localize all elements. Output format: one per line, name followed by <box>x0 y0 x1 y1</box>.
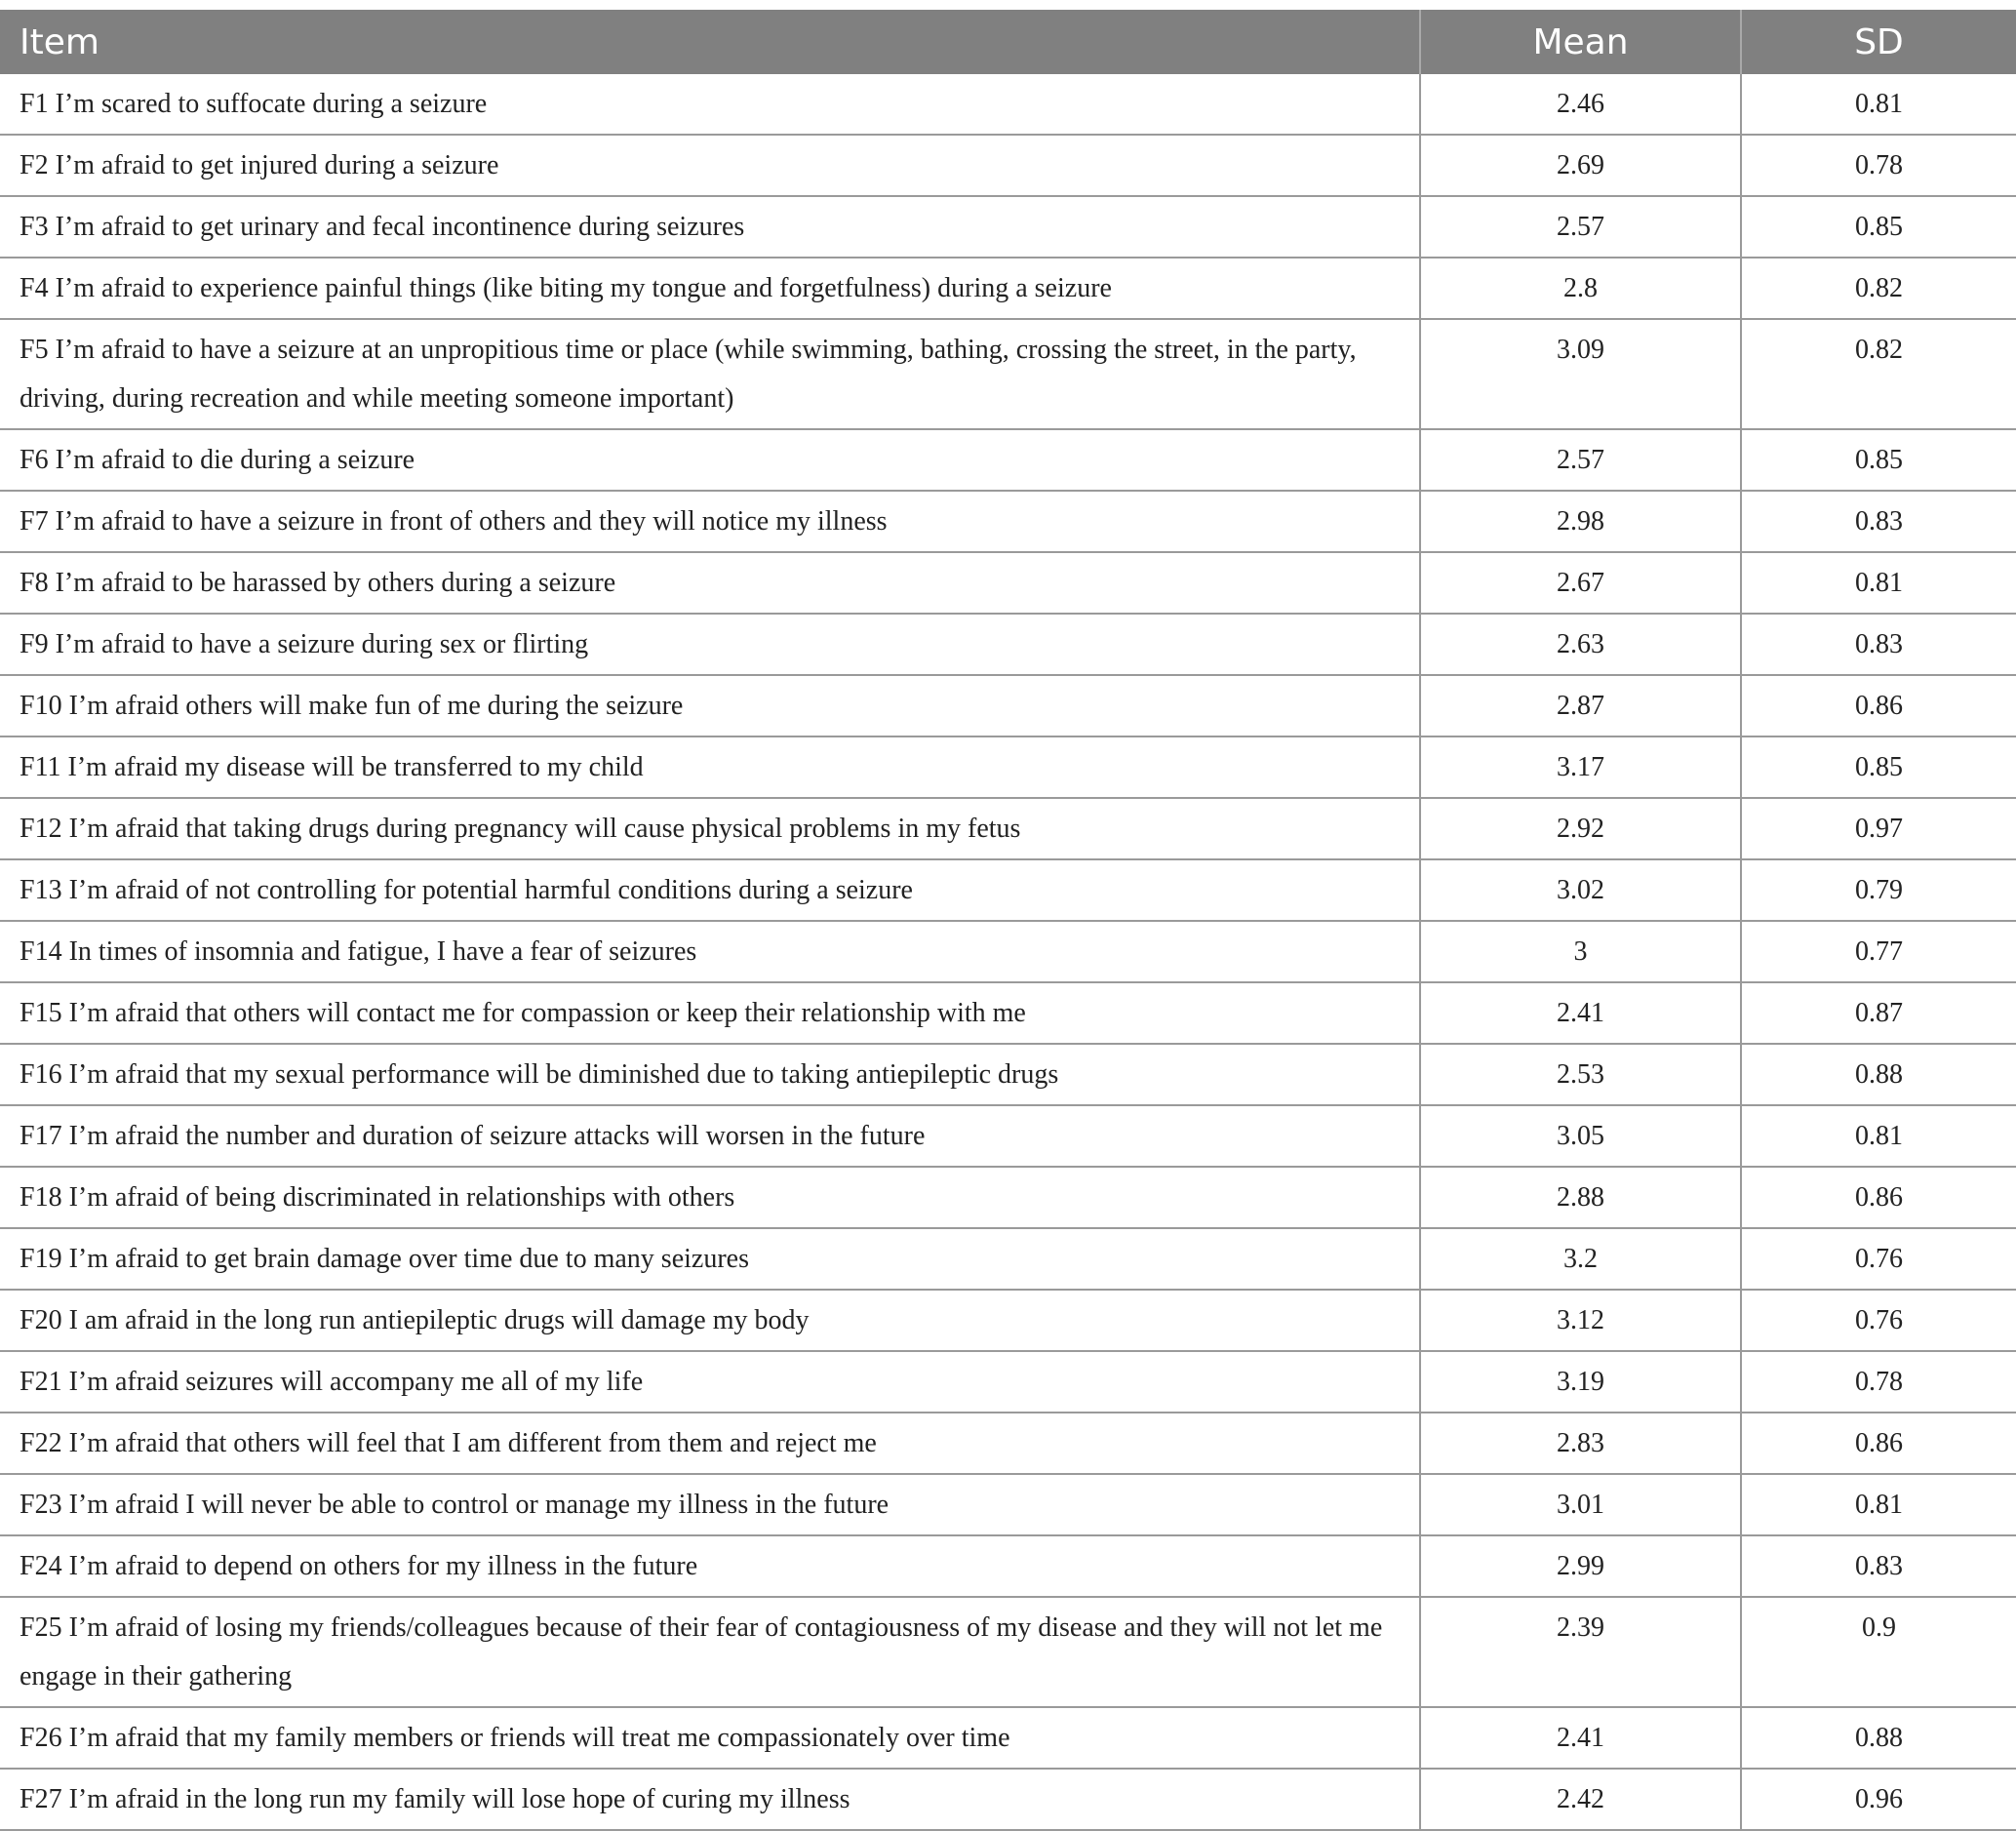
table-row <box>0 614 2016 675</box>
item-cell: F18 I’m afraid of being discriminated in relationships with others <box>0 1167 1420 1228</box>
table-row <box>0 319 2016 429</box>
mean-cell: 2.41 <box>1420 982 1741 1044</box>
sd-cell: 0.81 <box>1741 1105 2016 1167</box>
sd-cell: 0.85 <box>1741 736 2016 798</box>
table-row <box>0 74 2016 135</box>
column-header-item: Item <box>0 10 1420 74</box>
sd-cell: 0.81 <box>1741 74 2016 135</box>
column-header-mean: Mean <box>1420 10 1741 74</box>
table-row <box>0 859 2016 921</box>
item-cell: F13 I’m afraid of not controlling for potential harmful conditions during a seizure <box>0 859 1420 921</box>
item-cell: F24 I’m afraid to depend on others for my illness in the future <box>0 1535 1420 1597</box>
table-row <box>0 135 2016 196</box>
sd-cell: 0.81 <box>1741 552 2016 614</box>
mean-cell: 2.39 <box>1420 1597 1741 1707</box>
table-row <box>0 982 2016 1044</box>
mean-cell: 2.69 <box>1420 135 1741 196</box>
mean-cell: 2.67 <box>1420 552 1741 614</box>
item-cell: F25 I’m afraid of losing my friends/colleagues because of their fear of contagiousness of my disease and they will not let me engage in their gathering <box>0 1597 1420 1707</box>
mean-cell: 2.87 <box>1420 675 1741 736</box>
table-row <box>0 1228 2016 1290</box>
item-cell: F21 I’m afraid seizures will accompany me all of my life <box>0 1351 1420 1413</box>
table-row <box>0 1167 2016 1228</box>
table-row <box>0 675 2016 736</box>
table-row <box>0 1474 2016 1535</box>
mean-cell: 2.83 <box>1420 1413 1741 1474</box>
item-cell: F5 I’m afraid to have a seizure at an unpropitious time or place (while swimming, bathing, crossing the street, in the party, driving, during recreation and while meeting someone important) <box>0 319 1420 429</box>
item-cell: F9 I’m afraid to have a seizure during sex or flirting <box>0 614 1420 675</box>
sd-cell: 0.87 <box>1741 982 2016 1044</box>
item-cell: F10 I’m afraid others will make fun of me during the seizure <box>0 675 1420 736</box>
table-row <box>0 736 2016 798</box>
item-cell: F20 I am afraid in the long run antiepileptic drugs will damage my body <box>0 1290 1420 1351</box>
item-cell: F8 I’m afraid to be harassed by others during a seizure <box>0 552 1420 614</box>
mean-cell: 2.46 <box>1420 74 1741 135</box>
item-cell: F22 I’m afraid that others will feel that I am different from them and reject me <box>0 1413 1420 1474</box>
table-row <box>0 1105 2016 1167</box>
item-cell: F3 I’m afraid to get urinary and fecal incontinence during seizures <box>0 196 1420 258</box>
sd-cell: 0.88 <box>1741 1707 2016 1769</box>
item-cell: F27 I’m afraid in the long run my family will lose hope of curing my illness <box>0 1769 1420 1830</box>
sd-cell: 0.85 <box>1741 429 2016 491</box>
table-row <box>0 1413 2016 1474</box>
fear-items-table <box>0 10 2016 1831</box>
sd-cell: 0.83 <box>1741 614 2016 675</box>
table-row <box>0 1769 2016 1830</box>
table-row <box>0 258 2016 319</box>
mean-cell: 3.09 <box>1420 319 1741 429</box>
item-cell: F16 I’m afraid that my sexual performance will be diminished due to taking antiepileptic drugs <box>0 1044 1420 1105</box>
table-row <box>0 196 2016 258</box>
sd-cell: 0.76 <box>1741 1290 2016 1351</box>
sd-cell: 0.86 <box>1741 675 2016 736</box>
sd-cell: 0.86 <box>1741 1413 2016 1474</box>
mean-cell: 2.42 <box>1420 1769 1741 1830</box>
mean-cell: 3.01 <box>1420 1474 1741 1535</box>
table-row <box>0 491 2016 552</box>
mean-cell: 3 <box>1420 921 1741 982</box>
table-row <box>0 1290 2016 1351</box>
table-header <box>0 10 2016 74</box>
mean-cell: 3.05 <box>1420 1105 1741 1167</box>
sd-cell: 0.83 <box>1741 1535 2016 1597</box>
sd-cell: 0.88 <box>1741 1044 2016 1105</box>
item-cell: F11 I’m afraid my disease will be transferred to my child <box>0 736 1420 798</box>
mean-cell: 3.2 <box>1420 1228 1741 1290</box>
item-cell: F14 In times of insomnia and fatigue, I have a fear of seizures <box>0 921 1420 982</box>
table-row <box>0 1351 2016 1413</box>
header-row <box>0 10 2016 74</box>
item-cell: F15 I’m afraid that others will contact me for compassion or keep their relationship with me <box>0 982 1420 1044</box>
sd-cell: 0.83 <box>1741 491 2016 552</box>
item-cell: F19 I’m afraid to get brain damage over time due to many seizures <box>0 1228 1420 1290</box>
table-row <box>0 429 2016 491</box>
item-cell: F1 I’m scared to suffocate during a seizure <box>0 74 1420 135</box>
item-cell: F6 I’m afraid to die during a seizure <box>0 429 1420 491</box>
item-cell: F7 I’m afraid to have a seizure in front of others and they will notice my illness <box>0 491 1420 552</box>
item-cell: F4 I’m afraid to experience painful things (like biting my tongue and forgetfulness) during a seizure <box>0 258 1420 319</box>
table-row <box>0 1707 2016 1769</box>
mean-cell: 2.99 <box>1420 1535 1741 1597</box>
mean-cell: 2.57 <box>1420 429 1741 491</box>
table-row <box>0 1044 2016 1105</box>
sd-cell: 0.96 <box>1741 1769 2016 1830</box>
mean-cell: 2.53 <box>1420 1044 1741 1105</box>
sd-cell: 0.76 <box>1741 1228 2016 1290</box>
fear-items-table-container <box>0 10 2016 1831</box>
sd-cell: 0.82 <box>1741 319 2016 429</box>
mean-cell: 2.63 <box>1420 614 1741 675</box>
column-header-sd: SD <box>1741 10 2016 74</box>
mean-cell: 3.02 <box>1420 859 1741 921</box>
sd-cell: 0.78 <box>1741 135 2016 196</box>
sd-cell: 0.82 <box>1741 258 2016 319</box>
sd-cell: 0.77 <box>1741 921 2016 982</box>
item-cell: F17 I’m afraid the number and duration of seizure attacks will worsen in the future <box>0 1105 1420 1167</box>
sd-cell: 0.86 <box>1741 1167 2016 1228</box>
sd-cell: 0.85 <box>1741 196 2016 258</box>
item-cell: F2 I’m afraid to get injured during a seizure <box>0 135 1420 196</box>
sd-cell: 0.97 <box>1741 798 2016 859</box>
mean-cell: 3.19 <box>1420 1351 1741 1413</box>
item-cell: F26 I’m afraid that my family members or friends will treat me compassionately over time <box>0 1707 1420 1769</box>
table-row <box>0 552 2016 614</box>
table-row <box>0 1597 2016 1707</box>
mean-cell: 3.17 <box>1420 736 1741 798</box>
item-cell: F23 I’m afraid I will never be able to control or manage my illness in the future <box>0 1474 1420 1535</box>
table-row <box>0 1535 2016 1597</box>
mean-cell: 2.57 <box>1420 196 1741 258</box>
item-cell: F12 I’m afraid that taking drugs during pregnancy will cause physical problems in my fetus <box>0 798 1420 859</box>
table-row <box>0 921 2016 982</box>
sd-cell: 0.81 <box>1741 1474 2016 1535</box>
sd-cell: 0.79 <box>1741 859 2016 921</box>
mean-cell: 2.92 <box>1420 798 1741 859</box>
table-row <box>0 798 2016 859</box>
mean-cell: 3.12 <box>1420 1290 1741 1351</box>
table-body <box>0 74 2016 1830</box>
mean-cell: 2.8 <box>1420 258 1741 319</box>
sd-cell: 0.78 <box>1741 1351 2016 1413</box>
mean-cell: 2.98 <box>1420 491 1741 552</box>
sd-cell: 0.9 <box>1741 1597 2016 1707</box>
mean-cell: 2.88 <box>1420 1167 1741 1228</box>
mean-cell: 2.41 <box>1420 1707 1741 1769</box>
